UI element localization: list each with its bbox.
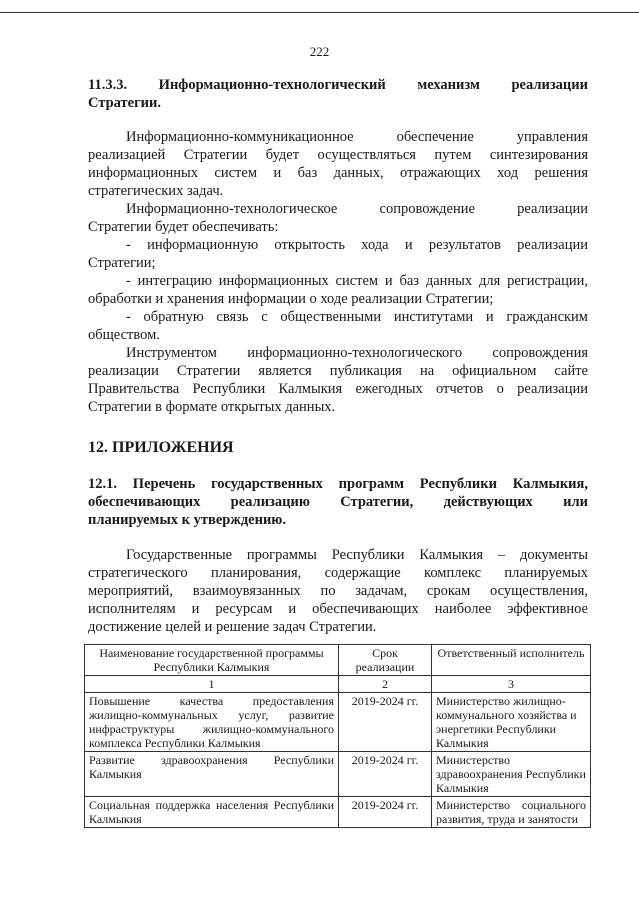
table-row [85,797,591,828]
executor-cell: Министерство здравоохранения Республики Калмыкия [432,752,591,797]
section-11-3-3-heading: 11.3.3. Информационно-технологический механизм реализации Стратегии. [88,77,588,111]
intro-paragraph: Государственные программы Республики Калмыкия – документы стратегического планирования, содержащие комплекс планируемых мероприятий, взаимоувязанных по задачам, срокам осуществления, исполнителям и ресурсам и обеспечивающих наиболее эффективное достижение целей и решение задач Стратегии. [88,547,588,635]
section-12-1-heading: 12.1. Перечень государственных программ Республики Калмыкия, обеспечивающих реализацию Стратегии, действующих или планируемых к утверждению. [88,476,588,528]
page-number: 222 [309,44,330,59]
header-executor: Ответственный исполнитель [432,645,591,676]
table-row [85,693,591,752]
table-number-row [85,676,591,693]
term-cell: 2019-2024 гг. [339,693,432,752]
executor-cell: Министерство социального развития, труда и занятости [432,797,591,828]
header-term: Срок реализации [339,645,432,676]
header-program-name: Наименование государственной программы Республики Калмыкия [85,645,339,676]
body-text: Информационно-коммуникационное обеспечение управления реализацией Стратегии будет осуществляться путем синтезирования информационных систем и баз данных, отражающих ход решения стратегических задач. Информационно-технологическое сопровождение реализации Стратегии будет обеспечивать: - информационную открытость хода и результатов реализации Стратегии; - интеграцию информационных систем и баз данных для регистрации, обработки и хранения информации о ходе реализации Стратегии; - обратную связь с общественными институтами и гражданским обществом. Инструментом информационно-технологического сопровождения реализации Стратегии является публикация на официальном сайте Правительства Республики Калмыкия ежегодных отчетов о реализации Стратегии в формате открытых данных. [88,129,588,415]
executor-cell: Министерство жилищно-коммунального хозяйства и энергетики Республики Калмыкия [432,693,591,752]
top-border-line [0,12,639,13]
table-header-row [85,645,591,676]
program-name-cell: Социальная поддержка населения Республики Калмыкия [85,797,339,828]
column-number: 1 [85,676,339,693]
table-row [85,752,591,797]
program-name-cell: Повышение качества предоставления жилищно-коммунальных услуг, развитие инфраструктуры жилищно-коммунального комплекса Республики Калмыкия [85,693,339,752]
column-number: 2 [339,676,432,693]
programs-table [84,644,591,828]
program-name-cell: Развитие здравоохранения Республики Калмыкия [85,752,339,797]
section-12-heading: 12. ПРИЛОЖЕНИЯ [88,439,234,456]
term-cell: 2019-2024 гг. [339,752,432,797]
term-cell: 2019-2024 гг. [339,797,432,828]
column-number: 3 [432,676,591,693]
